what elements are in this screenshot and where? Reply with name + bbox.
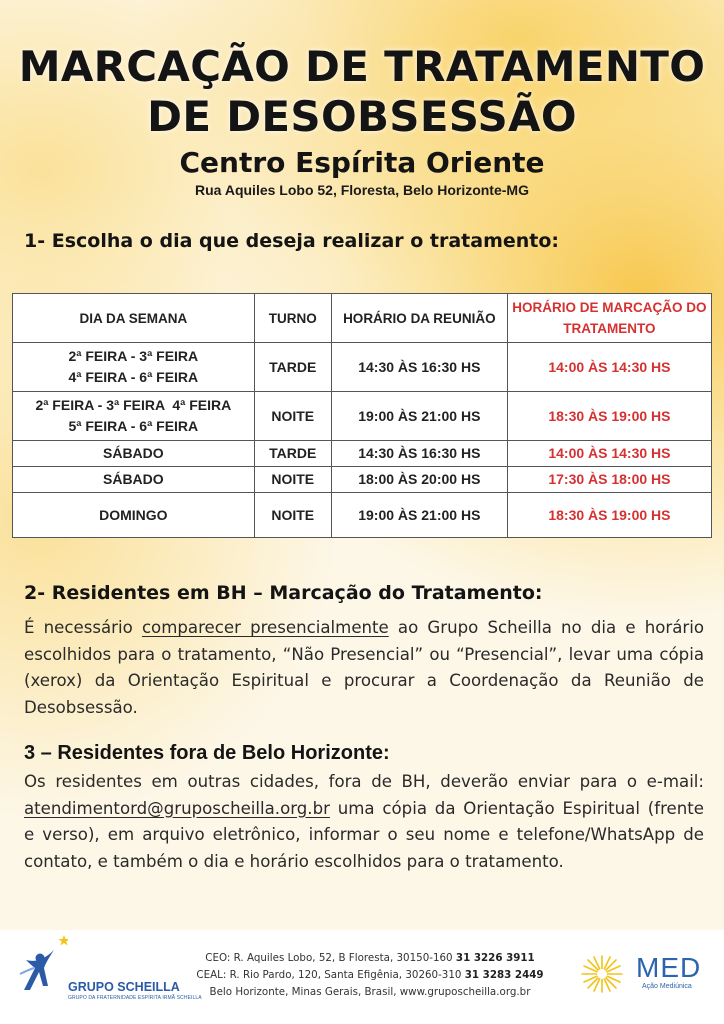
section-3-heading: 3 – Residentes fora de Belo Horizonte: [24,742,390,764]
cell-turno: TARDE [254,343,331,392]
cell-day: SÁBADO [13,467,255,493]
cell-turno: NOITE [254,493,331,538]
cell-reuniao: 19:00 ÀS 21:00 HS [331,493,507,538]
table-row [13,493,712,538]
day-line: 5ª FEIRA - 6ª FEIRA [68,418,199,434]
med-logo-text: MED [636,952,702,983]
table-row [13,441,712,467]
logo-tagline: GRUPO DA FRATERNIDADE ESPÍRITA IRMÃ SCHEILLA [68,995,202,1001]
section-2-heading: 2- Residentes em BH – Marcação do Tratamento: [24,582,543,604]
ceal-address: CEAL: R. Rio Pardo, 120, Santa Efigênia, 30260-310 [196,969,462,981]
text: É necessário [24,618,142,637]
sunburst-icon [576,952,628,996]
cell-reuniao: 19:00 ÀS 21:00 HS [331,392,507,441]
header-turno: TURNO [254,294,331,343]
ceo-address: CEO: R. Aquiles Lobo, 52, B Floresta, 30150-160 [205,952,453,964]
text: uma cópia da Orientação Espiritual (frente e verso), em arquivo eletrônico, informar o seu nome e telefone/WhatsApp de contato, e também o dia e horário escolhidos para o tratamento. [24,798,704,871]
med-logo-subtitle: Ação Mediúnica [642,983,692,990]
title-line-1: MARCAÇÃO DE TRATAMENTO [18,42,706,91]
cell-reuniao: 18:00 ÀS 20:00 HS [331,467,507,493]
section-2-paragraph [24,615,704,721]
logo-name: GRUPO SCHEILLA [68,980,180,994]
table-row [13,392,712,441]
ceal-phone: 31 3283 2449 [464,969,544,981]
contact-info [190,950,550,1001]
footer [0,930,724,1024]
cell-turno: NOITE [254,392,331,441]
cell-day: DOMINGO [13,493,255,538]
grupo-scheilla-logo [18,934,202,1004]
cell-turno: TARDE [254,441,331,467]
header-reuniao: HORÁRIO DA REUNIÃO [331,294,507,343]
page-title [0,42,724,142]
table-header-row [13,294,712,343]
cell-day: SÁBADO [13,441,255,467]
day-line: 2ª FEIRA - 3ª FEIRA 4ª FEIRA [35,397,232,413]
cell-marcacao: 18:30 ÀS 19:00 HS [507,493,711,538]
text: ao Grupo Scheilla no dia e horário escolhidos para o tratamento, “Não Presencial” ou “Presencial”, levar uma cópia (xerox) da Orientação Espiritual e procurar a Coordenação da Reunião de Desobsessão. [24,618,704,717]
ceal-line [190,967,550,984]
text: Os residentes em outras cidades, fora de BH, deverão enviar para o e-mail: [24,772,704,791]
cell-reuniao: 14:30 ÀS 16:30 HS [331,343,507,392]
cell-marcacao: 17:30 ÀS 18:00 HS [507,467,711,493]
cell-marcacao: 14:00 ÀS 14:30 HS [507,343,711,392]
title-line-2: DE DESOBSESSÃO [147,92,577,141]
day-line: 2ª FEIRA - 3ª FEIRA [68,348,199,364]
header-day: DIA DA SEMANA [13,294,255,343]
cell-marcacao: 18:30 ÀS 19:00 HS [507,392,711,441]
center-name: Centro Espírita Oriente [179,146,545,179]
center-address: Rua Aquiles Lobo 52, Floresta, Belo Horizonte-MG [195,182,529,198]
cell-day [13,392,255,441]
table-row [13,467,712,493]
day-line: 4ª FEIRA - 6ª FEIRA [68,369,199,385]
cell-day [13,343,255,392]
section-3-paragraph [24,769,704,875]
cell-reuniao: 14:30 ÀS 16:30 HS [331,441,507,467]
header-marcacao: HORÁRIO DE MARCAÇÃO DO TRATAMENTO [507,294,711,343]
schedule-table [12,293,712,538]
med-logo [576,952,716,1002]
figure-star-icon [18,934,68,1000]
cell-marcacao: 14:00 ÀS 14:30 HS [507,441,711,467]
email-link[interactable]: atendimentord@gruposcheilla.org.br [24,798,330,818]
table-row [13,343,712,392]
city-line: Belo Horizonte, Minas Gerais, Brasil, www.gruposcheilla.org.br [209,986,531,998]
ceo-line [190,950,550,967]
emphasis-underlined: comparecer presencialmente [141,618,389,637]
ceo-phone: 31 3226 3911 [455,952,535,964]
cell-turno: NOITE [254,467,331,493]
section-1-heading: 1- Escolha o dia que deseja realizar o tratamento: [24,230,560,252]
